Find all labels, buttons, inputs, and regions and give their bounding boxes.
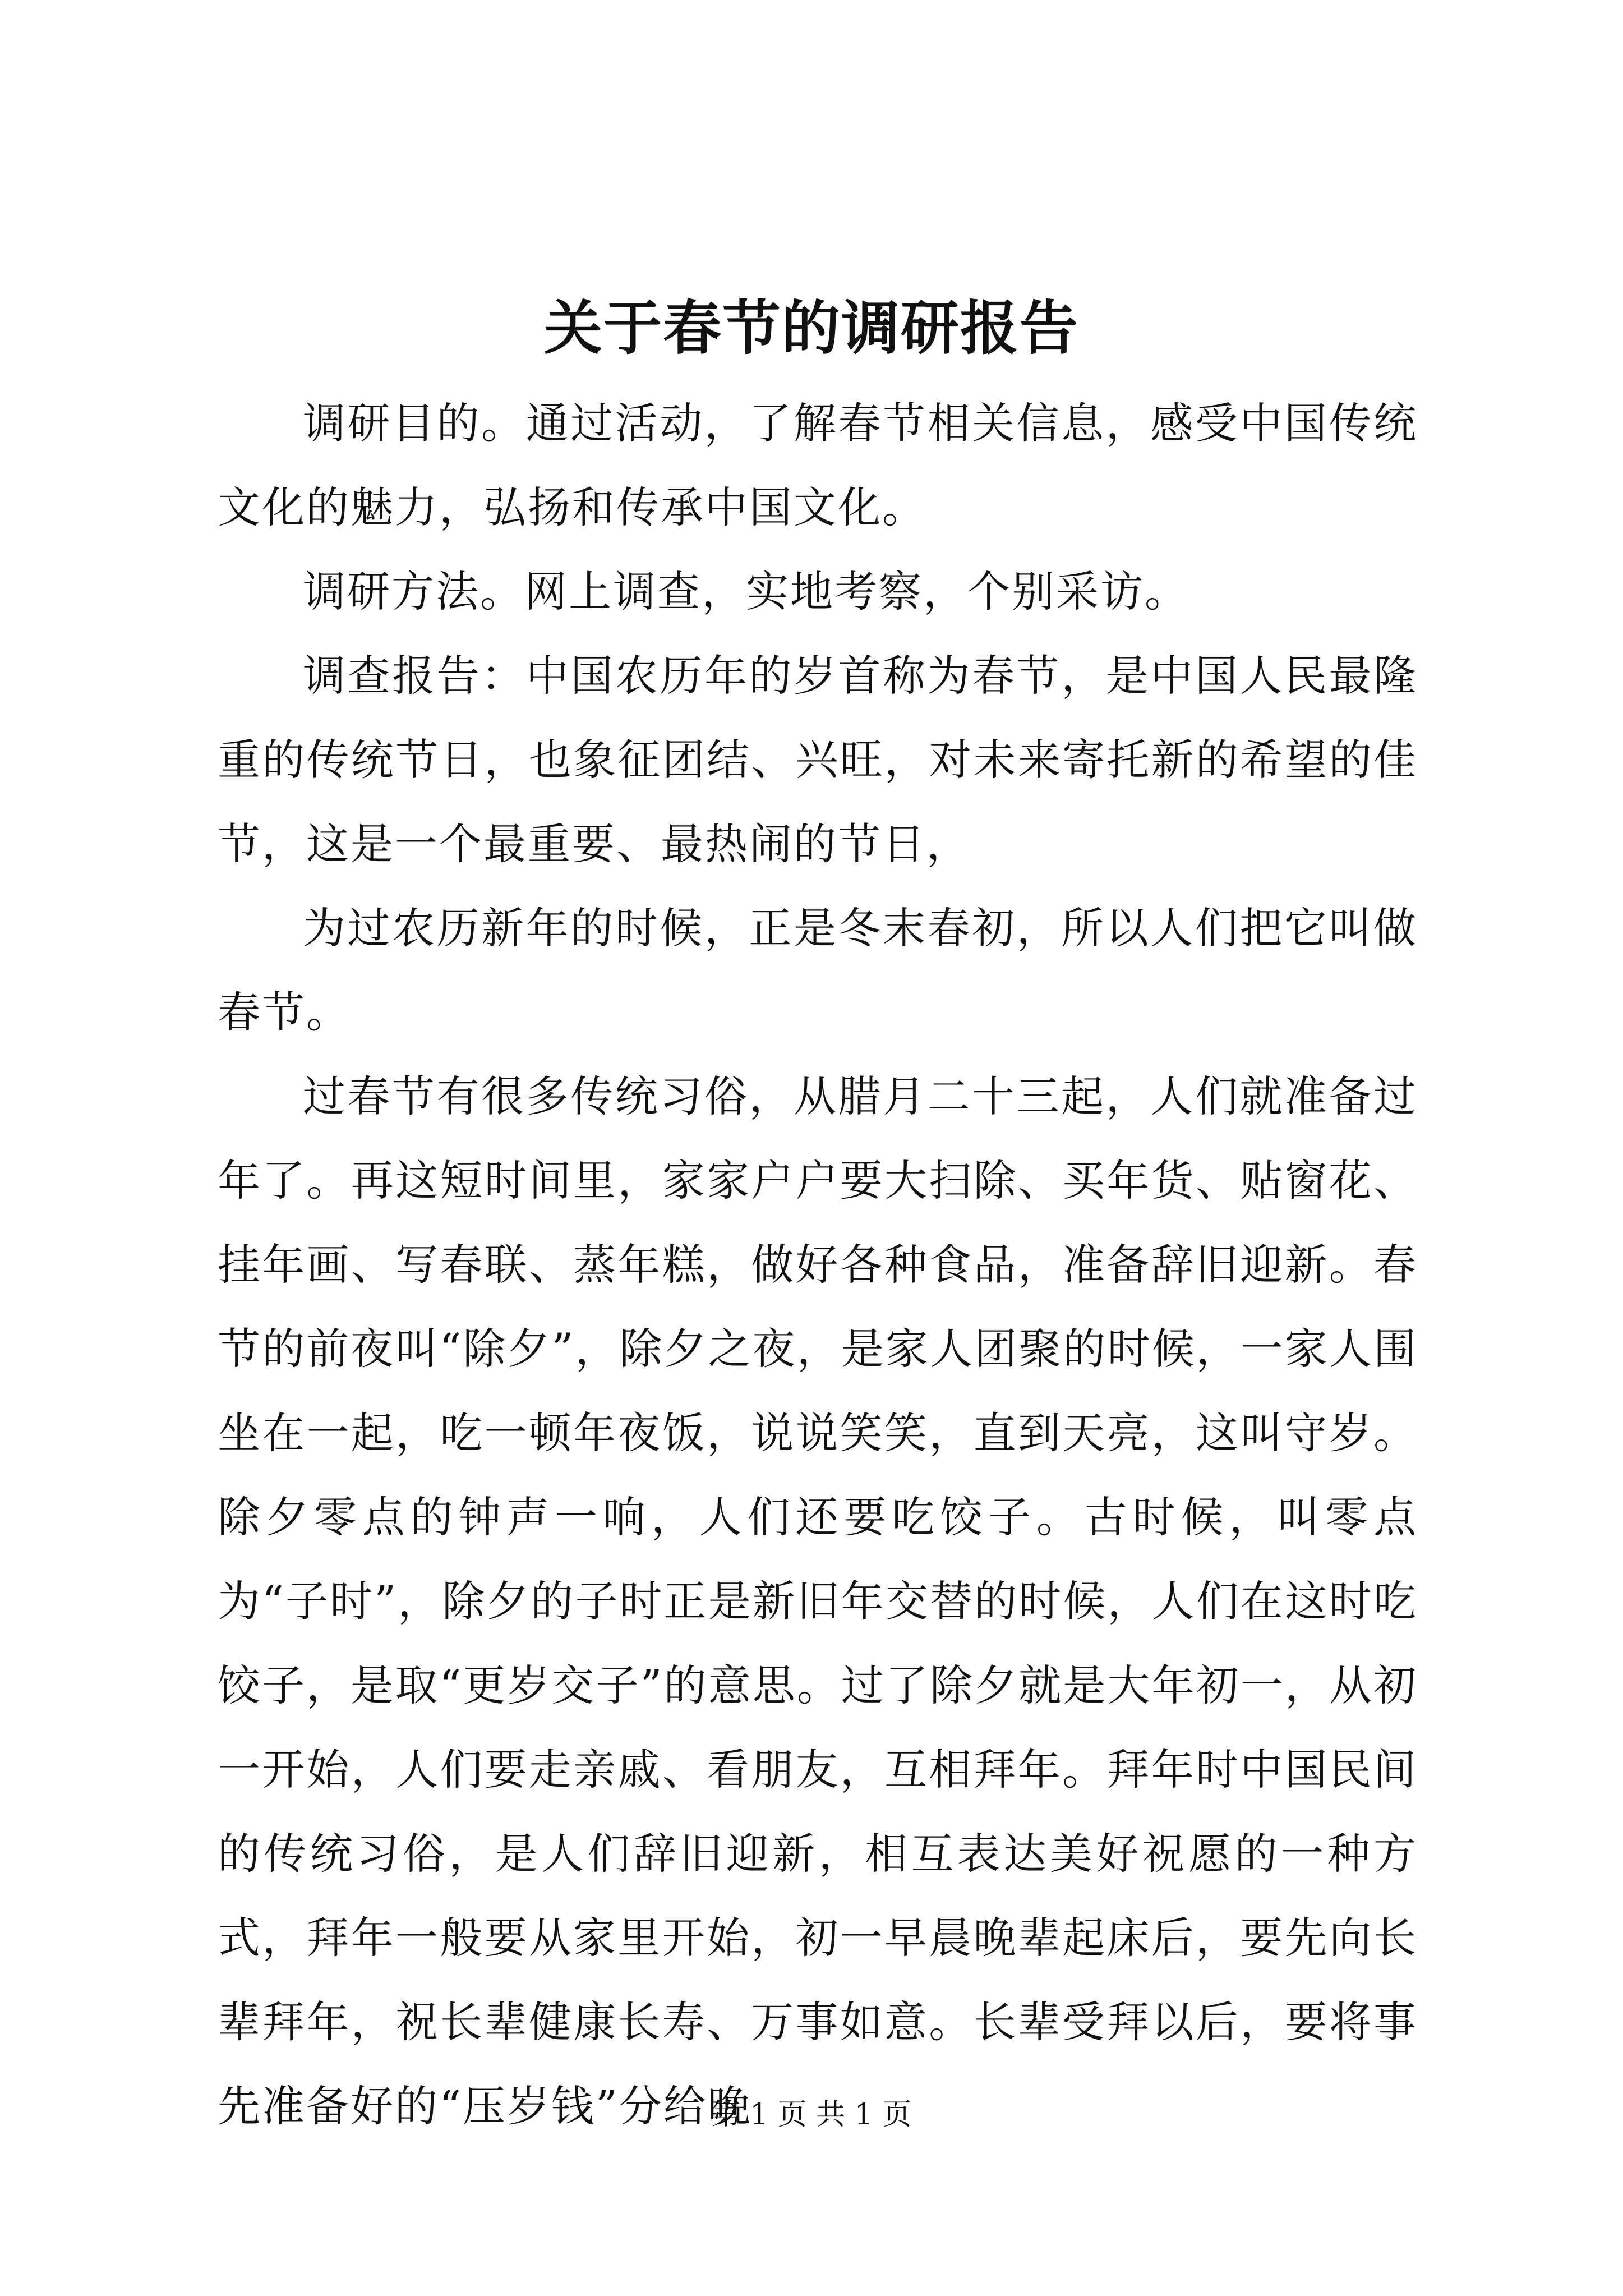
document-title: 关于春节的调研报告 bbox=[543, 293, 1079, 362]
page-footer: 第 1 页 共 1 页 bbox=[711, 2098, 912, 2132]
paragraph-customs: 过春节有很多传统习俗，从腊月二十三起，人们就准备过年了。再这短时间里，家家户户要大扫除、买年货、贴窗花、挂年画、写春联、蒸年糕，做好各种食品，准备辞旧迎新。春节的前夜叫“除夕”，除夕之夜，是家人团聚的时候，一家人围坐在一起，吃一顿年夜饭，说说笑笑，直到天亮，这叫守岁。除夕零点的钟声一响，人们还要吃饺子。古时候，叫零点为“子时”，除夕的子时正是新旧年交替的时候，人们在这时吃饺子，是取“更岁交子”的意思。过了除夕就是大年初一，从初一开始，人们要走亲戚、看朋友，互相拜年。拜年时中国民间的传统习俗，是人们辞旧迎新，相互表达美好祝愿的一种方式，拜年一般要从家里开始，初一早晨晚辈起床后，要先向长辈拜年，祝长辈健康长寿、万事如意。长辈受拜以后，要将事先准备好的“压岁钱”分给晚 bbox=[218, 1071, 1418, 2131]
paragraph-method: 调研方法。网上调查，实地考察，个别采访。 bbox=[303, 567, 1189, 616]
paragraph-naming: 为过农历新年的时候，正是冬末春初，所以人们把它叫做春节。 bbox=[218, 903, 1418, 1037]
paragraph-report: 调查报告：中国农历年的岁首称为春节，是中国人民最隆重的传统节日，也象征团结、兴旺，对未来寄托新的希望的佳节，这是一个最重要、最热闹的节日， bbox=[218, 651, 1418, 869]
paragraph-purpose: 调研目的。通过活动，了解春节相关信息，感受中国传统文化的魅力，弘扬和传承中国文化。 bbox=[218, 398, 1418, 532]
document-body bbox=[218, 381, 1418, 2148]
